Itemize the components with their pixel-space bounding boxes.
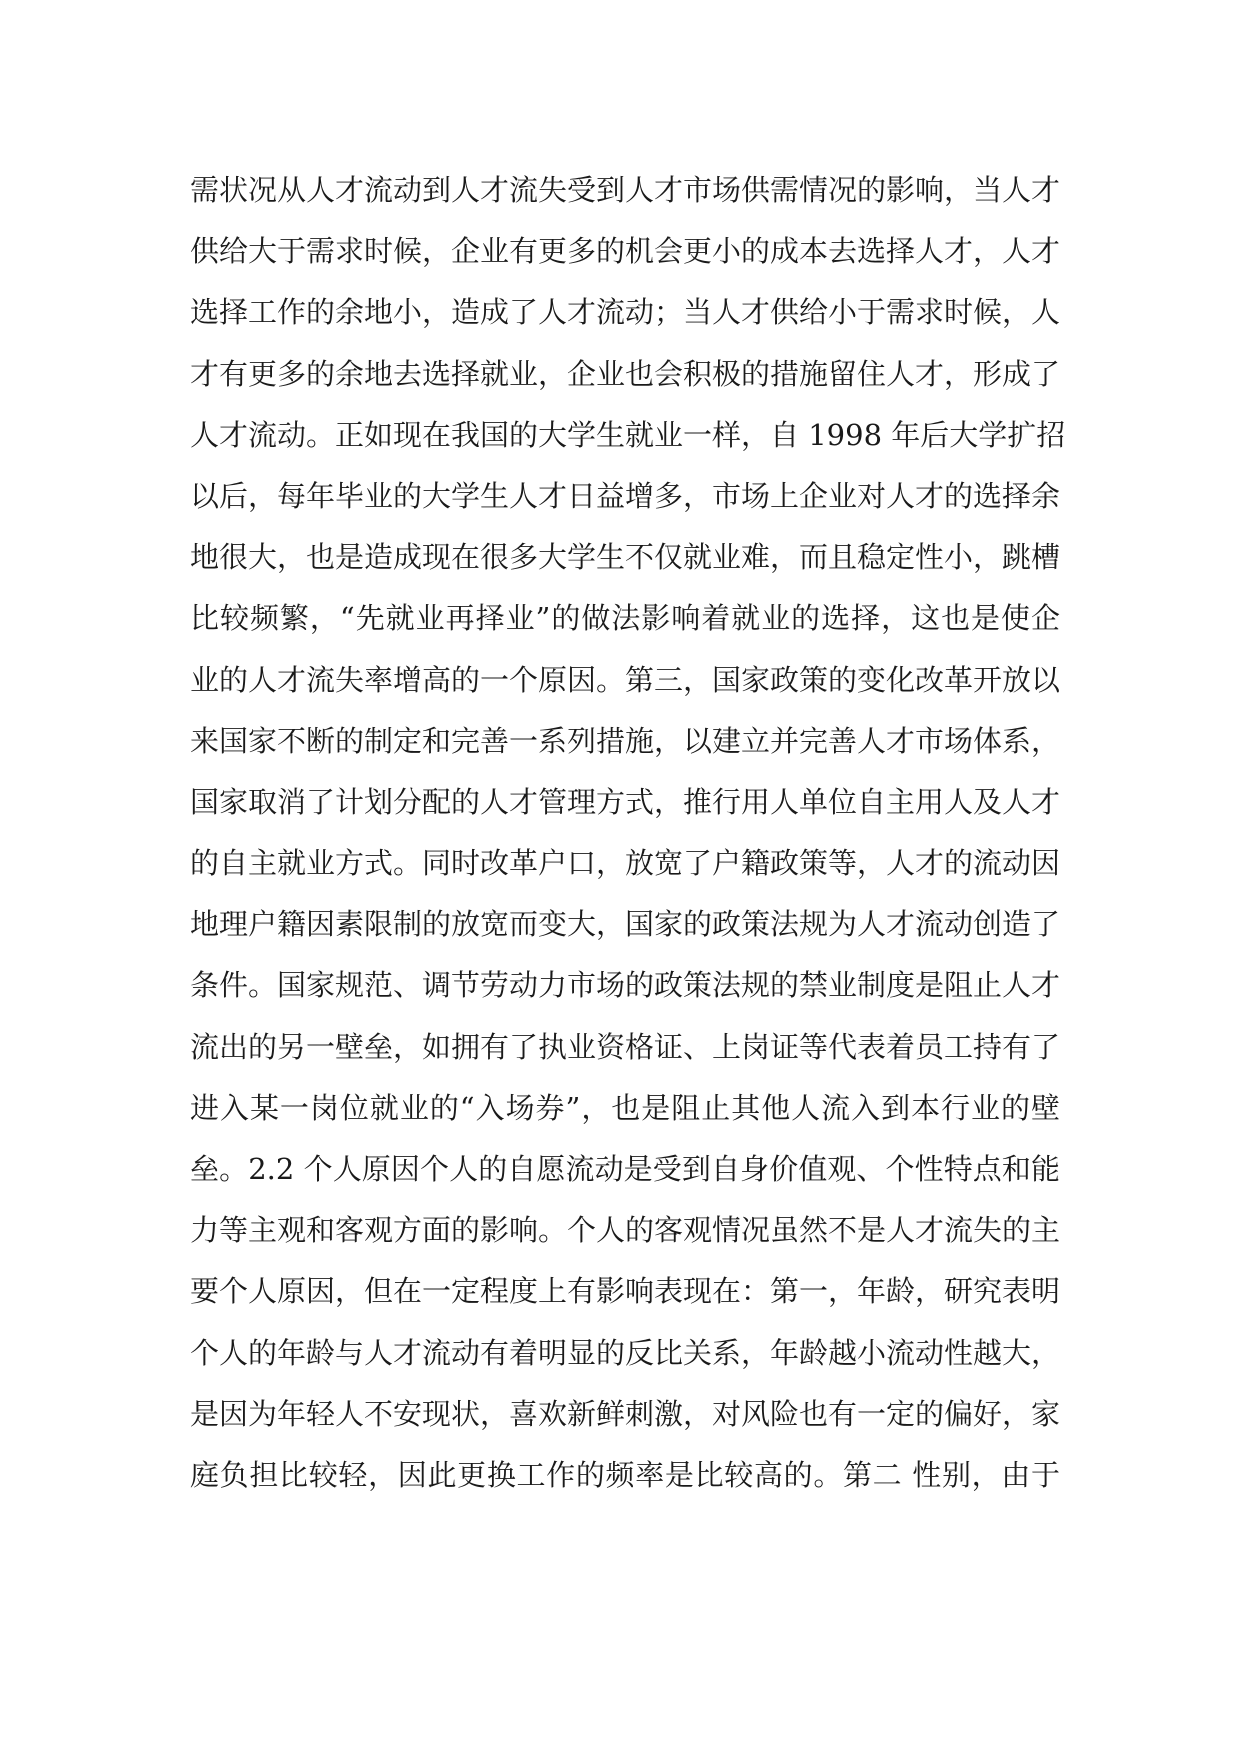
text-line: 要个人原因，但在一定程度上有影响表现在：第一，年龄，研究表明 [190,1274,1061,1309]
body-paragraph [190,160,1066,1506]
text-line: 是因为年轻人不安现状，喜欢新鲜刺激，对风险也有一定的偏好，家 [190,1396,1061,1431]
text-line: 垒。2.2 个人原因个人的自愿流动是受到自身价值观、个性特点和能 [190,1152,1060,1186]
text-line: 选择工作的余地小，造成了人才流动；当人才供给小于需求时候，人 [190,295,1061,330]
text-line: 条件。国家规范、调节劳动力市场的政策法规的禁业制度是阻止人才 [190,968,1061,1003]
text-line: 人才流动。正如现在我国的大学生就业一样，自 1998 年后大学扩招 [190,417,1066,452]
text-line: 进入某一岗位就业的“入场券”，也是阻止其他人流入到本行业的壁 [190,1090,1060,1125]
text-line: 流出的另一壁垒，如拥有了执业资格证、上岗证等代表着员工持有了 [190,1029,1061,1064]
text-line: 国家取消了计划分配的人才管理方式，推行用人单位自主用人及人才 [190,784,1061,819]
text-line: 业的人才流失率增高的一个原因。第三，国家政策的变化改革开放以 [190,662,1061,697]
text-line: 来国家不断的制定和完善一系列措施，以建立并完善人才市场体系， [190,723,1061,758]
text-line: 比较频繁，“先就业再择业”的做法影响着就业的选择，这也是使企 [190,601,1060,636]
text-line: 供给大于需求时候，企业有更多的机会更小的成本去选择人才，人才 [190,234,1061,269]
text-line: 地理户籍因素限制的放宽而变大，国家的政策法规为人才流动创造了 [190,907,1061,942]
text-line: 庭负担比较轻，因此更换工作的频率是比较高的。第二 性别，由于 [190,1457,1060,1492]
text-line: 的自主就业方式。同时改革户口，放宽了户籍政策等，人才的流动因 [190,846,1061,881]
text-line: 力等主观和客观方面的影响。个人的客观情况虽然不是人才流失的主 [190,1213,1061,1248]
text-line: 地很大，也是造成现在很多大学生不仅就业难，而且稳定性小，跳槽 [190,540,1061,575]
text-line: 个人的年龄与人才流动有着明显的反比关系，年龄越小流动性越大， [190,1335,1061,1370]
text-line: 才有更多的余地去选择就业，企业也会积极的措施留住人才，形成了 [190,356,1061,391]
text-line: 需状况从人才流动到人才流失受到人才市场供需情况的影响，当人才 [190,173,1061,207]
text-line: 以后，每年毕业的大学生人才日益增多，市场上企业对人才的选择余 [190,478,1061,513]
